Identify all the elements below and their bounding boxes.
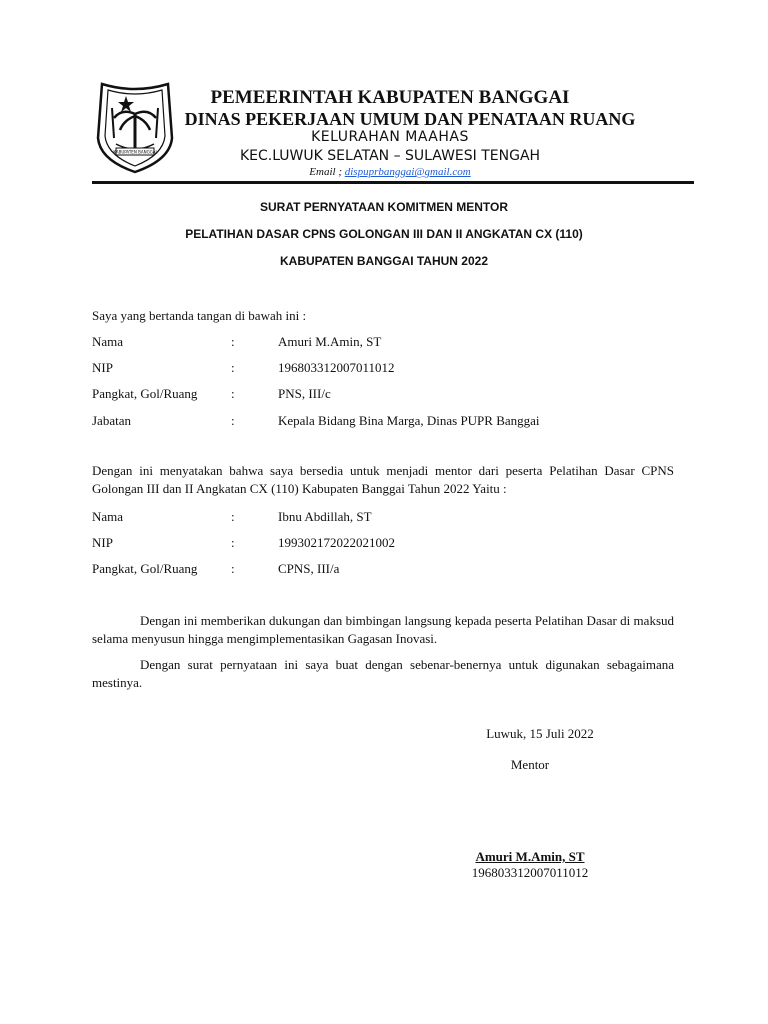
letter-subtitle-year: KABUPATEN BANGGAI TAHUN 2022 [279, 254, 489, 268]
letterhead-divider [92, 181, 694, 184]
email-link[interactable]: dispuprbanggai@gmail.com [344, 166, 471, 178]
field-separator: : [231, 509, 235, 524]
field-label: Nama [92, 509, 124, 524]
field-separator: : [231, 561, 235, 576]
letter-subtitle: PELATIHAN DASAR CPNS GOLONGAN III DAN II ANGKATAN CX (110) [185, 227, 583, 241]
statement-paragraph: Dengan ini menyatakan bahwa saya bersedia untuk menjadi mentor dari peserta Pelatihan Dasar CPNS Golongan III dan II Angkatan CX (110) Kabupaten Banggai Tahun 2022 Yaitu : [92, 463, 674, 496]
field-value: PNS, III/c [278, 386, 331, 401]
field-label: Nama [92, 334, 124, 349]
field-label: NIP [92, 360, 113, 375]
field-label: NIP [92, 535, 113, 550]
signer-nip: 196803312007011012 [471, 865, 589, 880]
field-value: Ibnu Abdillah, ST [278, 509, 372, 524]
field-separator: : [231, 535, 235, 550]
intro-text: Saya yang bertanda tangan di bawah ini : [92, 308, 307, 323]
field-label: Pangkat, Gol/Ruang [92, 561, 198, 576]
signer-name: Amuri M.Amin, ST [475, 849, 585, 864]
closing-paragraph: Dengan surat pernyataan ini saya buat dengan sebenar-benernya untuk digunakan sebagaimana mestinya. [92, 657, 674, 690]
field-separator: : [231, 334, 235, 349]
support-paragraph: Dengan ini memberikan dukungan dan bimbingan langsung kepada peserta Pelatihan Dasar di maksud selama menyusun hingga mengimplementasikan Gagasan Inovasi. [92, 613, 674, 646]
field-value: Amuri M.Amin, ST [278, 334, 382, 349]
email-label: Email ; [309, 166, 342, 178]
letterhead-email-line [160, 166, 620, 178]
field-label: Jabatan [92, 413, 131, 428]
letterhead-kelurahan: KELURAHAN MAAHAS [311, 129, 469, 145]
letterhead-district: KEC.LUWUK SELATAN – SULAWESI TENGAH [239, 148, 541, 164]
place-date: Luwuk, 15 Juli 2022 [486, 726, 594, 741]
logo-text: KABUPATEN BANGGAI [113, 149, 157, 155]
field-separator: : [231, 386, 235, 401]
signer-role: Mentor [510, 757, 550, 772]
letterhead-government: PEMEERINTAH KABUPATEN BANGGAI [210, 87, 570, 108]
field-value: 196803312007011012 [278, 360, 395, 375]
letterhead-agency: DINAS PEKERJAAN UMUM DAN PENATAAN RUANG [184, 109, 636, 129]
field-value: Kepala Bidang Bina Marga, Dinas PUPR Banggai [278, 413, 540, 428]
field-separator: : [231, 413, 235, 428]
field-separator: : [231, 360, 235, 375]
field-label: Pangkat, Gol/Ruang [92, 386, 198, 401]
field-value: CPNS, III/a [278, 561, 340, 576]
field-value: 199302172022021002 [278, 535, 395, 550]
letter-title: SURAT PERNYATAAN KOMITMEN MENTOR [259, 200, 508, 214]
